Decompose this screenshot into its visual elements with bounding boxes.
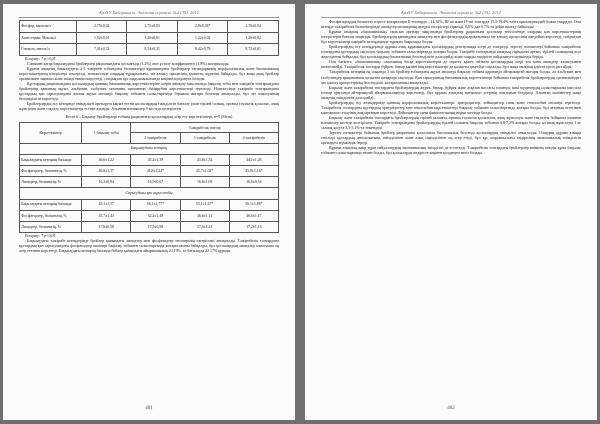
col-header-indicator: Көрсеткіштер xyxy=(20,123,82,143)
table-cell-label: Бақылаудағы кезеңнің басында xyxy=(20,199,82,210)
left-page-content xyxy=(19,20,279,400)
body-paragraph: Тәжірибелік кезеңнің ең соңында 3 ші бройлер тобындағы ақуыз мөлшері бақылау тобына қарағанда айтарлықтай жоғары болды, ал альбумин мен глобулиндер арақатынасы қалыпты шекарада сақталды. Қан сарысуының биохимиялық көрсеткіштері бойынша тәжірибелік бройлерлердің организміндегі зат алмасу процестерінің белсенділігі жоғарылағаны анықталды. xyxy=(321,70,581,85)
table-cell-label: Фосфор, мкмоль/л xyxy=(20,21,77,33)
body-paragraph: Құстардың рационындағы қоспалардың қанның биохимиялық көрсеткіштеріне әсерін анықтау мақсатында бақылау тобы мен тәжірибе топтарындағы бройлерлер қанының ақуыз, альбумин, глобулин, мочевина, креатинин, билирубин көрсеткіштері зерттелді. Нәтижесінде тәжірибе топтарындағы құстардың қан сарысуындағы жалпы ақуыз мөлшері бақылау тобымен салыстырғанда біршама жоғары болғаны анықталды, бұл зат алмасуының белсенділігін көрсетеді. xyxy=(19,81,279,102)
table-section-title: Бақылаудағы кезеңнің xyxy=(20,143,279,154)
left-page xyxy=(3,4,295,420)
body-paragraph: Бройлерлердің өсу кезеңдерінде қанның морфологиялық көрсеткіштері: эритроциттер, лейкоциттер саны және гемоглобин мөлшері зерттелді. Тәжірибелік топтардағы құстардың эритроциттер мен гемоглобин көрсеткіштері бақылау тобымен салыстырғанда жоғары болды, бұл ағзаның оттегімен қамтамасыз етілуінің жақсарғанын көрсетеді. Лейкоциттер саны физиологиялық норма шегінде болды. xyxy=(321,100,581,115)
table-cell-value: 56,1±1,77* xyxy=(131,199,180,210)
table-cell-value: 2,8±0,04* xyxy=(177,21,228,33)
right-paragraphs xyxy=(321,20,581,156)
table-cell-value: 46,8±1,37 xyxy=(82,165,131,176)
table-footnote: Ескерту: * p<0,05 xyxy=(25,56,56,61)
table-cell-value: 16,9±0,67 xyxy=(131,177,180,188)
table-row xyxy=(20,165,279,176)
table-cell-label: Липидтер, бөлшектің, % xyxy=(20,221,82,232)
table-cell-label: Холестерин, Ммоль/л xyxy=(20,32,77,44)
blood-indicators-table xyxy=(19,122,279,233)
table-cell-value: 41,8±1,24* xyxy=(131,165,180,176)
table-cell-value: 16,6±0,54 xyxy=(229,177,278,188)
table-cell-value: 7,41±0,32 xyxy=(76,44,127,56)
table-cell-value: 1,26±0,01 xyxy=(127,32,178,44)
table-cell-value: 2,76±0,04 xyxy=(228,21,279,33)
body-paragraph: Бройлерлердің өсу кезеңінде өнімділікті арттыруға ықпал ететін қоспалардың тиімділігін бағалау үшін тірілей салмақ, орташа тәуліктік қосылыс, азық жұмсалуы және сақталу көрсеткіштері есепке алынды. Алынған нәтижелер 3-кестеде келтірілген. xyxy=(19,102,279,112)
table-cell-value: 17,5±0,98 xyxy=(131,221,180,232)
right-page-content xyxy=(321,20,581,400)
running-header: ҚазҰУ Хабаршысы. Экология сериясы. №2 (35). 2012 xyxy=(401,10,501,15)
table-cell-value: 1,22±0,02 xyxy=(177,32,228,44)
table-row xyxy=(20,44,279,56)
body-paragraph: Фосфатидтердің бөлшегін әсіресе жоғарылауы II-топтарда – 14,32%, III-ші және IV-ші топтарда 15,3-19,4% тәбет арасындағыдай болып тыңдады. Осы кезеңде тәжірибелік бөлшектерінде липидтер мөлшерінің әртүрлі өзгерістері тіркелді, 0,5%-дан 0,7%-ға дейін ауытқу байқалды. xyxy=(321,20,581,30)
top-results-table xyxy=(19,20,279,56)
col-header-exp3: 3 тәжірибелік xyxy=(180,133,229,143)
body-paragraph: Осы бағытта, «биохимиялық» сапасының басқа көрсеткіштерін де зерттеу қажет, өйткені қоспалардың әсері тек қана липидтер алмасуымен шектелмейді. Тәжірибелік топтарда бүйрек, бауыр қызметінің көрсеткіштері де қалыпты деңгейде сақталды, бұл жаңа азықтың қауіпсіздігін растайды. xyxy=(321,60,581,70)
header-rule xyxy=(321,17,581,18)
table-cell-value: 8,54±0,31 xyxy=(127,44,178,56)
table-cell-value: 46,6±1,22 xyxy=(82,154,131,165)
body-paragraph: Сонымен қатар бақылаудағы бройлерлер рационындағы қосылғыда (1,2%) азот ұсталу коэффициенті (1,8%) жоғарылады. xyxy=(27,61,230,66)
running-header: ҚазҰУ Хабаршысы. Экология сериясы. №2 (35). 2012 xyxy=(99,10,199,15)
header-rule xyxy=(19,17,279,18)
table-cell-value: 43,8±1,54 xyxy=(180,154,229,165)
table-cell-value: 55,1±1,67* xyxy=(180,199,229,210)
page-number-right: 402 xyxy=(447,406,455,411)
left-paragraphs-a xyxy=(19,62,279,112)
table-row xyxy=(20,221,279,232)
table-section-title: Сарысудағы қан ақуыз тобы xyxy=(20,188,279,199)
col-header-control: 1 бақылау тобы xyxy=(82,123,131,143)
table-cell-value: 2,75±0,03 xyxy=(127,21,178,33)
table-row xyxy=(20,199,279,210)
col-header-exp4: 4 тәжірибелік xyxy=(229,133,278,143)
table2-title: Кесте 6 – Бақылау бройлерлері тобына рационтағы қоспалардың әсер ету көрсеткіштері, n=5 (М±m) xyxy=(65,115,233,120)
table-cell-label: Глюкоза, ммоль/л xyxy=(20,44,77,56)
page-number-left: 401 xyxy=(145,406,153,411)
table-cell-label: Фосфатидтер, бөлшектің, % xyxy=(20,165,82,176)
body-paragraph: Бақылау және тәжірибелік топтардағы бройлерлердің тірілей салмағы, орташа тәуліктік қосылысы, азық жұмсалуы және сақталуы бойынша алынған нәтижелер кестеде келтірілген. Тәжірибе топтарындағы бройлерлердің тірілей салмағы бақылау тобынан 4,8-7,2% жоғары болды, ал азық жұмсалуы 1 кг салмақ қосуға 3,5-5,1%-ға төмендеді. xyxy=(321,115,581,130)
table-cell-value: 17,6±0,58 xyxy=(82,221,131,232)
table-row xyxy=(20,177,279,188)
table-row xyxy=(20,32,279,44)
table-cell-label: Бақылаудағы кезеңнің басында xyxy=(20,154,82,165)
table-cell-value: 45,7±1,43 xyxy=(82,210,131,221)
body-paragraph: Құрама азықтың «биохимиялық» сапасын арттыру мақсатында бройлерлер рационына қоспалар енгізілгенде олардың қан көрсеткіштерінің өзгерістерін бағалау маңызды. Бройлерлердің қанындағы липидтер мен фосфатидтердің арақатынасы зат алмасу процесінің жағдайын көрсетеді, сондықтан бұл көрсеткіштер тәжірибе кезеңдерінде тұрақты бақылауда болды. xyxy=(321,30,581,45)
table-cell-value: 16,6±1,08 xyxy=(180,177,229,188)
table-cell-value: 8,72±0,61 xyxy=(228,44,279,56)
body-paragraph: Бройлерлердің өсу кезеңдерінде құрама азық құрамындағы қоспалардың денсаулыққа әсері де ескерілді, зерттеу нәтижелері бойынша тәжірибелік топтардағы құстардың сақталуы бақылау тобымен салыстырғанда жоғары болды. Тәжірибе топтарында азықтың сіңімділігі артып, тірілей салмақтың өсуі жеделдегені байқалды, бұл қоспалардың биологиялық белсенділігін дәлелдейді және оларды өндірісте пайдалануға мүмкіндік береді. xyxy=(321,45,581,60)
table-cell-value: 52,2±1,49 xyxy=(131,210,180,221)
right-page xyxy=(305,4,597,420)
table-cell-label: Липидтер, бөлшектің, % xyxy=(20,177,82,188)
table-cell-value: 1,26±0,02 xyxy=(228,32,279,44)
body-paragraph: Құрама азықтың жаңа түрін пайдаланудың экономикалық тиімділігі де есептелді. Тәжірибелік топтардағы бройлерлер өнімінің өзіндік құны бақылау тобымен салыстырғанда төмен болды, бұл қоспаларды өндірісте кеңінен қолдануға негіз болады. xyxy=(321,146,581,156)
table-cell-value: 44,1±1,26 xyxy=(229,154,278,165)
table-row xyxy=(20,210,279,221)
table-cell-value: 45,2±1,39 xyxy=(131,154,180,165)
table-cell-label: Фосфатидтер, бөлшектің, % xyxy=(20,210,82,221)
table-cell-value: 16,3±0,94 xyxy=(82,177,131,188)
table-section-row xyxy=(20,188,279,199)
table-cell-value: 46,6±1,17 xyxy=(229,210,278,221)
table-row xyxy=(20,154,279,165)
table-cell-value: 46,6±1,14 xyxy=(180,210,229,221)
body-paragraph: Бақылаудағы тәжірибе кезеңдерінде бройлер қанындағы липидтер мен фосфатидтер мөлшерінің өзгерістері анықталды. Тәжірибелік топтардағы құстардың қан сарысуындағы фосфатидтер мөлшері бақылау тобымен салыстырғанда жоғарылағаны байқалды, бұл қоспалардың липидтер алмасуына оң әсер ететінін көрсетеді. Бақылаудағы кезеңнің басында бойлер қанындағы айырмашылық 24,19%, ал бағылауда 22,17% құрады. xyxy=(19,239,279,254)
table-row xyxy=(20,21,279,33)
body-paragraph: Зерттеу нәтижелері бойынша бройлер рационына қосылатын биологиялық белсенді қоспалардың тиімділігі анықталды. Олардың құрама азыққа енгізілуі құстардың денсаулығына, өнімділігіне және азық сіңімділігіне оң әсер етеді, бұл құс шаруашылығы өндірісінің экономикалық тиімділігін арттыруға мүмкіндік береді. xyxy=(321,131,581,146)
table-cell-value: 8,42±0,78 xyxy=(177,44,228,56)
table2-footnote: Ескерту: * p<0,05 xyxy=(25,234,56,239)
table-cell-value: 45,1±1,57 xyxy=(82,199,131,210)
left-paragraphs-b xyxy=(19,239,279,254)
table-cell-value: 45,7±1,02* xyxy=(180,165,229,176)
col-header-exp2: 2 тәжірибелік xyxy=(131,133,180,143)
col-header-group: Тәжірибелік топтар xyxy=(131,123,279,133)
table-cell-value: 45,8±1,16* xyxy=(229,165,278,176)
body-paragraph: Бақылау және тәжірибелік топтардағы бройлерлердің жүрек, бауыр, бүйрек және асқазан массасы өлшенді, ішкі мүшелердің салыстырмалы массасы топтар арасында айтарлықтай айырмашылықтар көрсетпеді, бұл құрама азықтың жағымсыз әсерінің жоқтығын білдіреді. Алынған мәліметтер жаңа азықтың тиімділігін дәлелдейді. xyxy=(321,85,581,100)
table-section-row xyxy=(20,143,279,154)
table-cell-value: 1,52±0,01 xyxy=(76,32,127,44)
table-cell-value: 2,75±0,02 xyxy=(76,21,127,33)
table-cell-value: 17,2±1,16 xyxy=(229,221,278,232)
body-paragraph: Құрама азықтың бақылаудағы 2-3 тәжірибе тобындағы бөлшектерді құрамындағы бройлерлер тағамдарының морфологиялық және биохимиялық көрсеткіштерінің өзгерістері тексерілді, нәтижесінде олардың тұрақтылығы, зат алмасу процесінің қалыпты жүретіні байқалды, бұл жаңа азық бройлер организміне зиянсыз және тиімді екенін көрсетеді, сондықтан құс шаруашылығында кеңінен қолдануға болады. xyxy=(19,66,279,81)
table-cell-value: 17,5±1,14 xyxy=(180,221,229,232)
table-cell-value: 56,1±1,86* xyxy=(229,199,278,210)
